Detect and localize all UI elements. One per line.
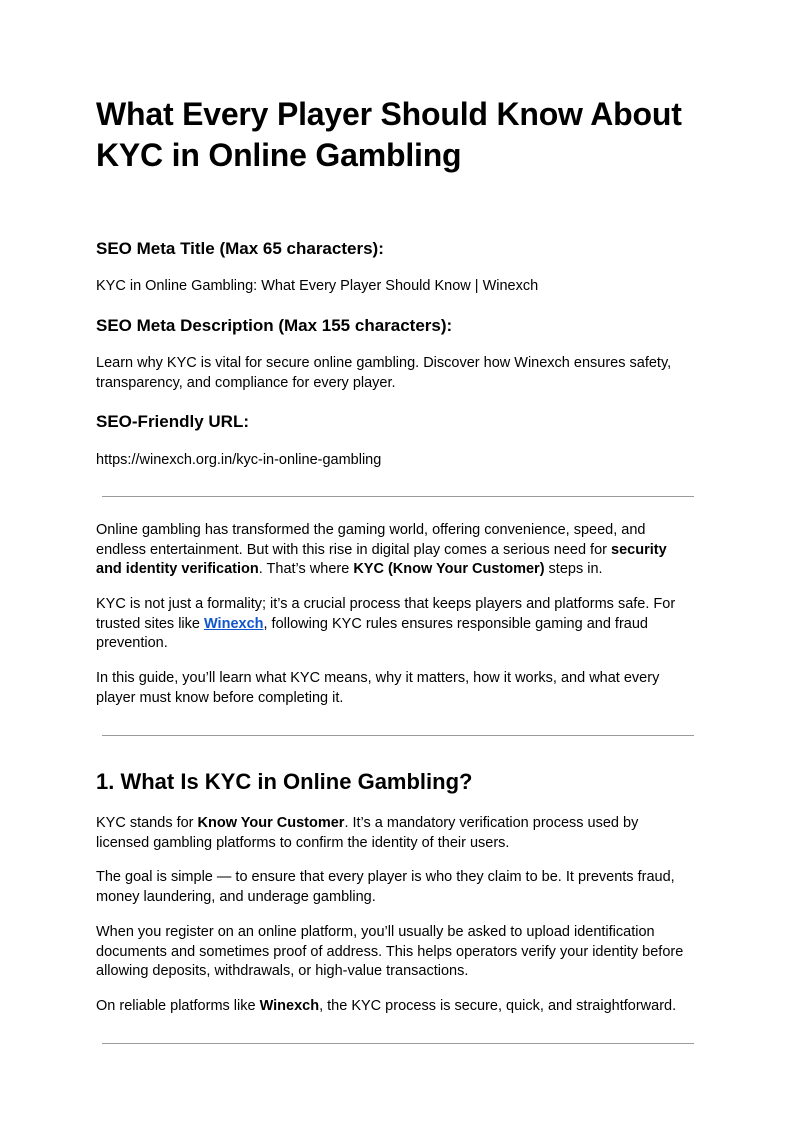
seo-meta-title-value: KYC in Online Gambling: What Every Player Should Know | Winexch (96, 278, 539, 294)
intro-paragraph-3: In this guide, you’ll learn what KYC means, why it matters, how it works, and what every player must know before completing it. (96, 670, 660, 706)
document-title: What Every Player Should Know About KYC in Online Gambling (96, 96, 682, 173)
winexch-link[interactable]: Winexch (204, 615, 264, 632)
seo-url-heading: SEO-Friendly URL: (96, 412, 250, 431)
seo-meta-description-value: Learn why KYC is vital for secure online gambling. Discover how Winexch ensures safety, transparency, and compliance for every player. (96, 355, 672, 391)
intro-paragraph-2: KYC is not just a formality; it’s a crucial process that keeps players and platforms safe. For trusted sites like Winexch, following KYC rules ensures responsible gaming and fraud prevention. (96, 596, 676, 651)
horizontal-divider (102, 1043, 694, 1044)
section-1-paragraph-2: The goal is simple — to ensure that every player is who they claim to be. It prevents fraud, money laundering, and underage gambling. (96, 869, 675, 905)
seo-url-value: https://winexch.org.in/kyc-in-online-gambling (96, 452, 382, 468)
section-1-paragraph-3: When you register on an online platform, you’ll usually be asked to upload identification documents and sometimes proof of address. This helps operators verify your identity before allowing deposits, withdrawals, or high-value transactions. (96, 924, 684, 979)
horizontal-divider (102, 735, 694, 736)
intro-paragraph-1: Online gambling has transformed the gaming world, offering convenience, speed, and endless entertainment. But with this rise in digital play comes a serious need for security and identity verification. That’s where KYC (Know Your Customer) steps in. (96, 522, 667, 577)
seo-meta-description-heading: SEO Meta Description (Max 155 characters): (96, 316, 453, 335)
seo-meta-title-heading: SEO Meta Title (Max 65 characters): (96, 239, 384, 258)
section-1-heading: 1. What Is KYC in Online Gambling? (96, 769, 473, 794)
section-1-paragraph-4: On reliable platforms like Winexch, the KYC process is secure, quick, and straightforward. (96, 998, 677, 1014)
section-1-paragraph-1: KYC stands for Know Your Customer. It’s a mandatory verification process used by licensed gambling platforms to confirm the identity of their users. (96, 815, 639, 851)
horizontal-divider (102, 496, 694, 497)
